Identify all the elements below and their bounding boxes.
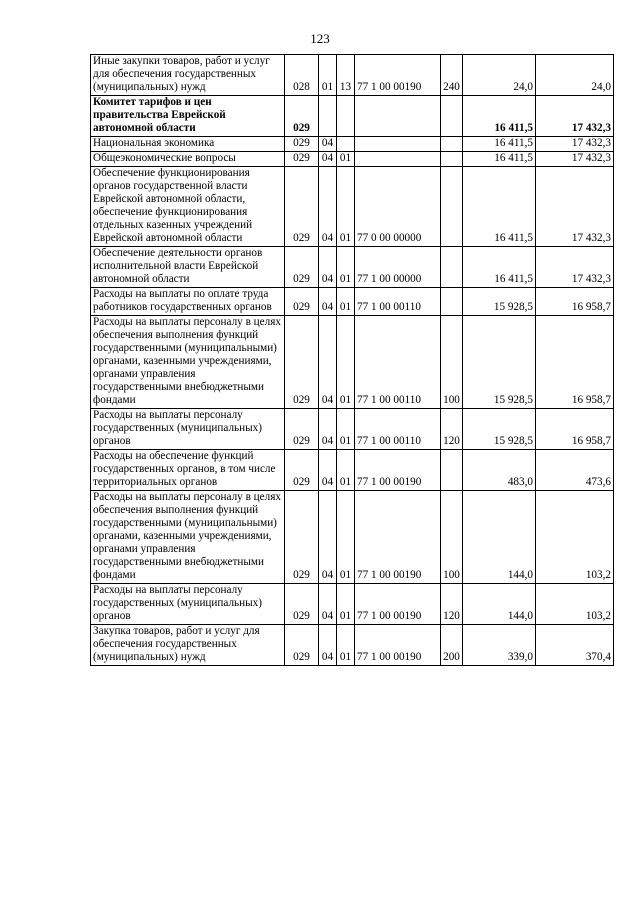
cell-csr [355,96,441,137]
table-row [91,625,614,666]
row-name: Комитет тарифов и цен правительства Еврейской автономной области [91,96,285,137]
cell-vr: 120 [441,409,463,450]
row-name: Расходы на выплаты персоналу в целях обеспечения выполнения функций государственными (муниципальными) органами, казенными учреждениями, органами управления государственными внебюджетными фондами [91,316,285,409]
cell-vr [441,450,463,491]
page-number: 123 [310,31,330,46]
cell-pr: 01 [337,409,355,450]
cell-vr [441,152,463,167]
row-name: Расходы на обеспечение функций государственных органов, в том числе территориальных органов [91,450,285,491]
cell-rz: 04 [319,137,337,152]
cell-pr: 01 [337,152,355,167]
row-name: Расходы на выплаты персоналу в целях обеспечения выполнения функций государственными (муниципальными) органами, казенными учреждениями, органами управления государственными внебюджетными фондами [91,491,285,584]
cell-pr: 01 [337,288,355,316]
cell-pr: 01 [337,247,355,288]
cell-value-2: 103,2 [536,491,614,584]
cell-value-1: 16 411,5 [463,137,536,152]
cell-vr [441,96,463,137]
cell-gr: 029 [285,625,319,666]
cell-value-1: 15 928,5 [463,409,536,450]
cell-csr: 77 1 00 00110 [355,316,441,409]
row-name: Расходы на выплаты персоналу государственных (муниципальных) органов [91,584,285,625]
table-row [91,450,614,491]
cell-csr: 77 1 00 00190 [355,625,441,666]
cell-value-1: 144,0 [463,491,536,584]
cell-value-1: 15 928,5 [463,288,536,316]
cell-vr [441,137,463,152]
cell-value-1: 339,0 [463,625,536,666]
cell-rz: 04 [319,167,337,247]
cell-gr: 028 [285,55,319,96]
row-name: Иные закупки товаров, работ и услуг для обеспечения государственных (муниципальных) нужд [91,55,285,96]
cell-value-1: 24,0 [463,55,536,96]
cell-value-1: 144,0 [463,584,536,625]
cell-rz: 04 [319,625,337,666]
cell-vr [441,247,463,288]
cell-gr: 029 [285,288,319,316]
table-row [91,167,614,247]
row-name: Закупка товаров, работ и услуг для обеспечения государственных (муниципальных) нужд [91,625,285,666]
row-name: Обеспечение деятельности органов исполнительной власти Еврейской автономной области [91,247,285,288]
cell-csr: 77 0 00 00000 [355,167,441,247]
cell-pr: 01 [337,584,355,625]
cell-gr: 029 [285,584,319,625]
table-row [91,152,614,167]
cell-value-2: 16 958,7 [536,316,614,409]
cell-rz: 04 [319,409,337,450]
cell-vr [441,167,463,247]
table-row [91,247,614,288]
cell-gr: 029 [285,247,319,288]
cell-value-1: 16 411,5 [463,167,536,247]
cell-rz [319,96,337,137]
cell-value-2: 370,4 [536,625,614,666]
cell-rz: 04 [319,316,337,409]
row-name: Обеспечение функционирования органов государственной власти Еврейской автономной области, обеспечение функционирования отдельных казенных учреждений Еврейской автономной области [91,167,285,247]
cell-value-2: 473,6 [536,450,614,491]
cell-vr [441,288,463,316]
cell-vr: 120 [441,584,463,625]
cell-csr: 77 1 00 00190 [355,55,441,96]
row-name: Национальная экономика [91,137,285,152]
cell-value-2: 17 432,3 [536,247,614,288]
cell-gr: 029 [285,96,319,137]
cell-csr: 77 1 00 00000 [355,247,441,288]
table-row [91,55,614,96]
cell-value-1: 483,0 [463,450,536,491]
cell-gr: 029 [285,316,319,409]
row-name: Расходы на выплаты персоналу государственных (муниципальных) органов [91,409,285,450]
cell-value-1: 16 411,5 [463,96,536,137]
cell-pr: 01 [337,491,355,584]
cell-pr: 01 [337,450,355,491]
cell-value-2: 16 958,7 [536,409,614,450]
cell-csr: 77 1 00 00190 [355,491,441,584]
cell-csr [355,137,441,152]
cell-pr: 13 [337,55,355,96]
cell-gr: 029 [285,167,319,247]
cell-pr: 01 [337,625,355,666]
cell-value-2: 24,0 [536,55,614,96]
cell-csr: 77 1 00 00110 [355,288,441,316]
cell-vr: 240 [441,55,463,96]
cell-value-1: 15 928,5 [463,316,536,409]
cell-gr: 029 [285,137,319,152]
cell-value-2: 17 432,3 [536,167,614,247]
cell-value-1: 16 411,5 [463,152,536,167]
cell-rz: 04 [319,450,337,491]
cell-pr: 01 [337,316,355,409]
table-row [91,491,614,584]
table-row [91,96,614,137]
cell-value-2: 17 432,3 [536,137,614,152]
cell-csr: 77 1 00 00190 [355,584,441,625]
cell-rz: 04 [319,288,337,316]
cell-pr [337,137,355,152]
cell-csr: 77 1 00 00190 [355,450,441,491]
cell-vr: 200 [441,625,463,666]
cell-value-1: 16 411,5 [463,247,536,288]
cell-rz: 04 [319,152,337,167]
table-row [91,409,614,450]
cell-gr: 029 [285,491,319,584]
cell-rz: 04 [319,247,337,288]
cell-pr [337,96,355,137]
cell-pr: 01 [337,167,355,247]
cell-gr: 029 [285,450,319,491]
cell-gr: 029 [285,409,319,450]
cell-csr: 77 1 00 00110 [355,409,441,450]
cell-value-2: 16 958,7 [536,288,614,316]
cell-rz: 04 [319,491,337,584]
cell-gr: 029 [285,152,319,167]
row-name: Общеэкономические вопросы [91,152,285,167]
table-row [91,288,614,316]
cell-value-2: 103,2 [536,584,614,625]
cell-rz: 04 [319,584,337,625]
cell-vr: 100 [441,316,463,409]
table-row [91,584,614,625]
cell-vr: 100 [441,491,463,584]
cell-rz: 01 [319,55,337,96]
row-name: Расходы на выплаты по оплате труда работников государственных органов [91,288,285,316]
budget-table [90,54,614,666]
table-row [91,137,614,152]
table-row [91,316,614,409]
cell-value-2: 17 432,3 [536,96,614,137]
cell-csr [355,152,441,167]
cell-value-2: 17 432,3 [536,152,614,167]
